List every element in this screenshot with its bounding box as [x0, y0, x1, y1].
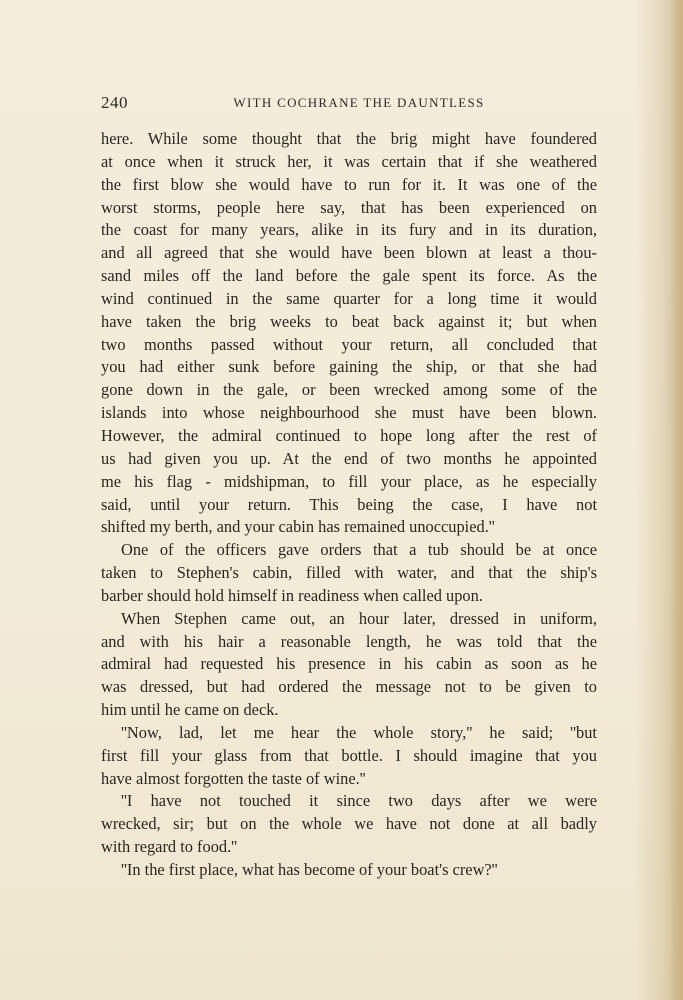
page-spine-shadow	[669, 0, 683, 1000]
text-line: you had either sunk before gaining the ship, or that she had	[101, 357, 597, 377]
text-line: have taken the brig weeks to beat back against it; but when	[101, 311, 597, 331]
text-line: two months passed without your return, all concluded that	[101, 334, 597, 354]
text-line: first fill your glass from that bottle. I should imagine that you	[101, 745, 597, 765]
text-line: me his flag - midshipman, to fill your place, as he especially	[101, 471, 597, 491]
text-line: barber should hold himself in readiness when called upon.	[101, 585, 483, 605]
text-line: and all agreed that she would have been blown at least a thou-	[101, 243, 597, 263]
text-line: ''I have not touched it since two days after we were	[121, 791, 597, 811]
text-line: When Stephen came out, an hour later, dressed in uniform,	[121, 608, 597, 628]
text-line: was dressed, but had ordered the message not to be given to	[101, 677, 597, 697]
text-line: taken to Stephen's cabin, filled with water, and that the ship's	[101, 563, 597, 583]
text-line: here. While some thought that the brig might have foundered	[101, 129, 597, 148]
text-line: have almost forgotten the taste of wine.''	[101, 768, 366, 788]
text-line: the first blow she would have to run for it. It was one of the	[101, 174, 597, 194]
text-line: ''Now, lad, let me hear the whole story,'' he said; ''but	[121, 722, 597, 742]
running-title: WITH COCHRANE THE DAUNTLESS	[233, 95, 485, 110]
text-line: him until he came on deck.	[101, 700, 279, 720]
text-line: with regard to food.''	[101, 837, 238, 857]
text-line: sand miles off the land before the gale spent its force. As the	[101, 266, 597, 286]
text-line: ''In the first place, what has become of your boat's crew?''	[121, 860, 498, 879]
text-line: us had given you up. At the end of two months he appointed	[101, 448, 597, 468]
text-line: the coast for many years, alike in its fury and in its duration,	[101, 220, 597, 240]
page-header	[101, 93, 597, 113]
text-line: at once when it struck her, it was certain that if she weathered	[101, 151, 597, 171]
text-line: and with his hair a reasonable length, he was told that the	[101, 631, 597, 651]
text-line: worst storms, people here say, that has been experienced on	[101, 197, 597, 217]
text-line: wrecked, sir; but on the whole we have not done at all badly	[101, 814, 597, 834]
body-text	[101, 128, 597, 882]
text-line: said, until your return. This being the case, I have not	[101, 494, 597, 514]
text-line: However, the admiral continued to hope long after the rest of	[101, 425, 597, 445]
text-line: admiral had requested his presence in his cabin as soon as he	[101, 654, 597, 674]
text-line: shifted my berth, and your cabin has remained unoccupied.''	[101, 517, 495, 537]
text-line: islands into whose neighbourhood she must have been blown.	[101, 403, 597, 423]
page-number: 240	[101, 93, 128, 112]
text-line: wind continued in the same quarter for a long time it would	[101, 288, 597, 308]
text-line: gone down in the gale, or been wrecked among some of the	[101, 380, 597, 400]
text-line: One of the officers gave orders that a tub should be at once	[121, 540, 597, 560]
